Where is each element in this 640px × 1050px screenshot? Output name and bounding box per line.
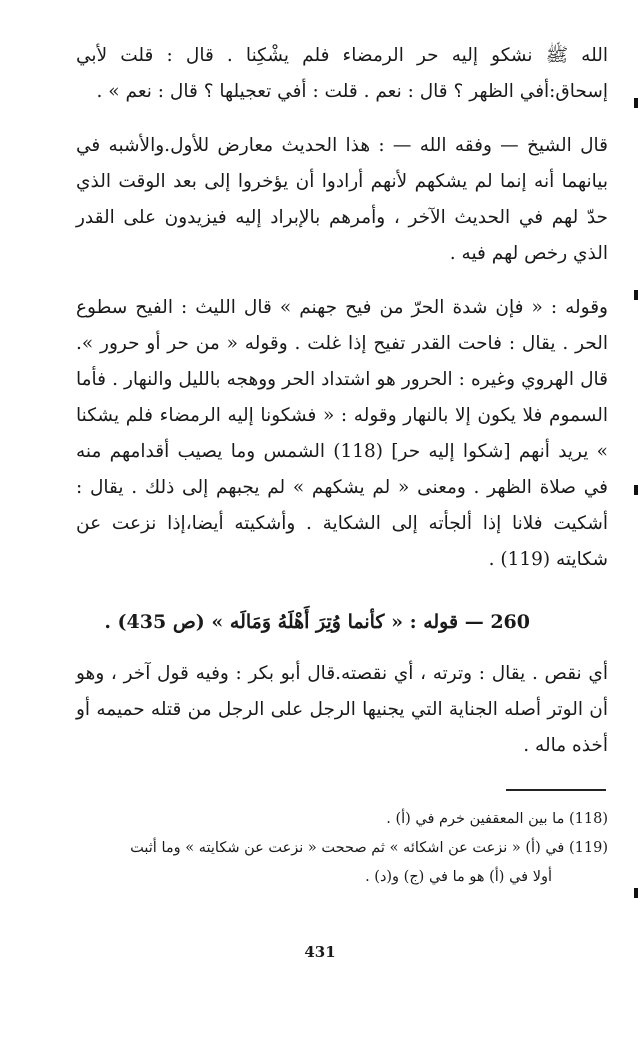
section-heading-260: 260 — قوله : « كأنما وُتِرَ أَهْلَهُ وَمَالَه » (ص 435) .: [104, 611, 530, 633]
margin-mark: [634, 290, 638, 300]
footnote-119: (119) في (أ) « نزعت عن اشكائه » ثم صححت « نزعت عن شكايته » وما أثبت: [130, 840, 608, 856]
page-body: [76, 38, 608, 764]
footnotes: [72, 805, 608, 892]
paragraph-watr-explanation: أي نقص . يقال : وترته ، أي نقصته.قال أبو بكر : وفيه قول آخر ، وهو أن الوتر أصله الجناية التي يجنيها الرجل على الرجل من قتله حميمه أو أخذه ماله .: [76, 663, 608, 756]
footnote-divider: [506, 789, 606, 791]
margin-mark: [634, 98, 638, 108]
paragraph-heat-explanation: وقوله : « فإن شدة الحرّ من فيح جهنم » قال الليث : الفيح سطوع الحر . يقال : فاحت القدر تفيح إذا غلت . وقوله « من حر أو حرور ». قال الهروي وغيره : الحرور هو اشتداد الحر ووهجه بالليل والنهار . فأما السموم فلا يكون إلا بالنهار وقوله : « فشكونا إليه الرمضاء فلم يشكنا » يريد أنهم [شكوا إليه حر] (118) الشمس وما يصيب أقدامهم منه في صلاة الظهر . ومعنى « لم يشكهم » لم يجبهم إلى ذلك . يقال : أشكيت فلانا إذا ألجأته إلى الشكاية . وأشكيته أيضا،إذا نزعت عن شكايته (119) .: [76, 297, 608, 570]
margin-mark: [634, 485, 638, 495]
paragraph-sheikh-commentary: قال الشيخ — وفقه الله — : هذا الحديث معارض للأول.والأشبه في بيانهما أنه إنما لم يشكهم لأنهم أرادوا أن يؤخروا إلى بعد الوقت الذي حدّ لهم في الحديث الآخر ، وأمرهم بالإبراد إليه فيزيدون على القدر الذي رخص لهم فيه .: [76, 135, 608, 264]
footnote-119-continued: أولا في (أ) هو ما في (ج) و(د) .: [365, 869, 552, 885]
page-number: 431: [304, 943, 336, 961]
footnote-118: (118) ما بين المعقفين خرم في (أ) .: [386, 811, 608, 827]
margin-mark: [634, 888, 638, 898]
paragraph-hadith-end: الله ﷺ نشكو إليه حر الرمضاء فلم يشْكِنا . قال : قلت لأبي إسحاق:أفي الظهر ؟ قال : نعم . قلت : أفي تعجيلها ؟ قال : نعم » .: [76, 45, 608, 102]
